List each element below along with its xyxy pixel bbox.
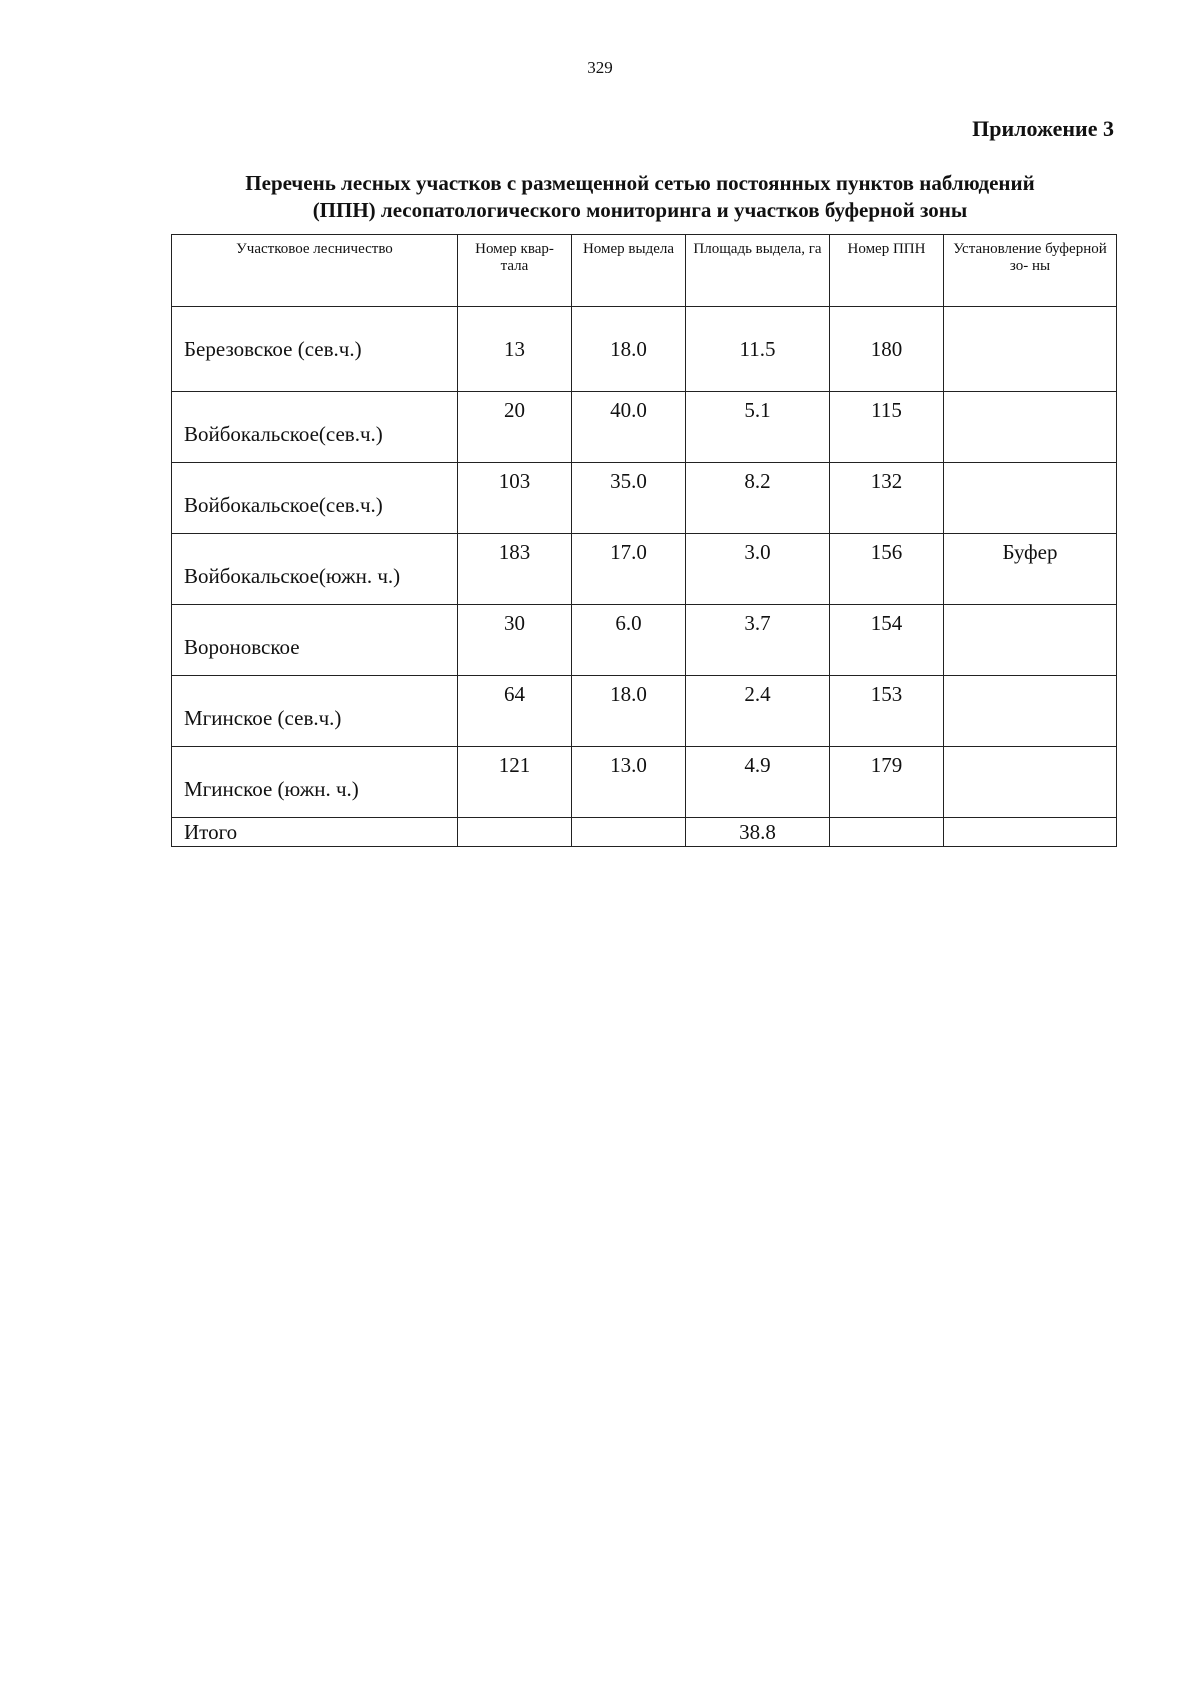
cell-forestry: Мгинское (южн. ч.) — [172, 747, 458, 818]
cell-quarter: 20 — [458, 392, 572, 463]
cell-plot: 132 — [830, 463, 944, 534]
cell-plot: 115 — [830, 392, 944, 463]
header-plot-number: Номер ППН — [830, 235, 944, 307]
cell-plot: 154 — [830, 605, 944, 676]
cell-buffer — [944, 676, 1117, 747]
appendix-label: Приложение 3 — [972, 116, 1114, 141]
table-row — [172, 463, 1117, 534]
cell-section: 17.0 — [572, 534, 686, 605]
header-section-area: Площадь выдела, га — [686, 235, 830, 307]
cell-forestry: Войбокальское(сев.ч.) — [172, 392, 458, 463]
table-total-row — [172, 818, 1117, 847]
cell-quarter: 183 — [458, 534, 572, 605]
cell-area: 5.1 — [686, 392, 830, 463]
header-forestry: Участковое лесничество — [172, 235, 458, 307]
cell-buffer — [944, 605, 1117, 676]
cell-area: 4.9 — [686, 747, 830, 818]
table-row — [172, 307, 1117, 392]
cell-forestry: Вороновское — [172, 605, 458, 676]
cell-buffer — [944, 392, 1117, 463]
table-header-row — [172, 235, 1117, 307]
cell-forestry: Березовское (сев.ч.) — [172, 307, 458, 392]
cell-plot: 179 — [830, 747, 944, 818]
document-title-line-1: Перечень лесных участков с размещенной сетью постоянных пунктов наблюдений — [245, 171, 1035, 195]
cell-area: 11.5 — [686, 307, 830, 392]
table-row — [172, 534, 1117, 605]
table-row — [172, 747, 1117, 818]
document-title-line-2: (ППН) лесопатологического мониторинга и участков буферной зоны — [312, 198, 968, 222]
monitoring-plots-table — [171, 234, 1117, 847]
page-number: 329 — [587, 58, 613, 77]
cell-area: 8.2 — [686, 463, 830, 534]
cell-plot: 156 — [830, 534, 944, 605]
cell-quarter: 103 — [458, 463, 572, 534]
table-row — [172, 605, 1117, 676]
cell-section: 40.0 — [572, 392, 686, 463]
header-buffer-zone: Установление буферной зо- ны — [944, 235, 1117, 307]
cell-buffer — [944, 307, 1117, 392]
cell-forestry: Мгинское (сев.ч.) — [172, 676, 458, 747]
cell-quarter: 30 — [458, 605, 572, 676]
cell-area: 3.7 — [686, 605, 830, 676]
header-quarter-number: Номер квар- тала — [458, 235, 572, 307]
table-row — [172, 676, 1117, 747]
cell-quarter: 13 — [458, 307, 572, 392]
cell-plot: 180 — [830, 307, 944, 392]
cell-total-area: 38.8 — [686, 818, 830, 847]
header-section-number: Номер выдела — [572, 235, 686, 307]
cell-total-section — [572, 818, 686, 847]
cell-buffer: Буфер — [944, 534, 1117, 605]
cell-plot: 153 — [830, 676, 944, 747]
cell-buffer — [944, 747, 1117, 818]
cell-section: 13.0 — [572, 747, 686, 818]
cell-section: 18.0 — [572, 676, 686, 747]
cell-area: 3.0 — [686, 534, 830, 605]
cell-forestry: Войбокальское(сев.ч.) — [172, 463, 458, 534]
cell-section: 35.0 — [572, 463, 686, 534]
table-row — [172, 392, 1117, 463]
cell-total-quarter — [458, 818, 572, 847]
cell-total-buffer — [944, 818, 1117, 847]
cell-forestry: Войбокальское(южн. ч.) — [172, 534, 458, 605]
document-title — [120, 170, 1160, 224]
cell-quarter: 64 — [458, 676, 572, 747]
cell-area: 2.4 — [686, 676, 830, 747]
cell-quarter: 121 — [458, 747, 572, 818]
cell-section: 18.0 — [572, 307, 686, 392]
cell-total-label: Итого — [172, 818, 458, 847]
cell-section: 6.0 — [572, 605, 686, 676]
cell-buffer — [944, 463, 1117, 534]
cell-total-plot — [830, 818, 944, 847]
